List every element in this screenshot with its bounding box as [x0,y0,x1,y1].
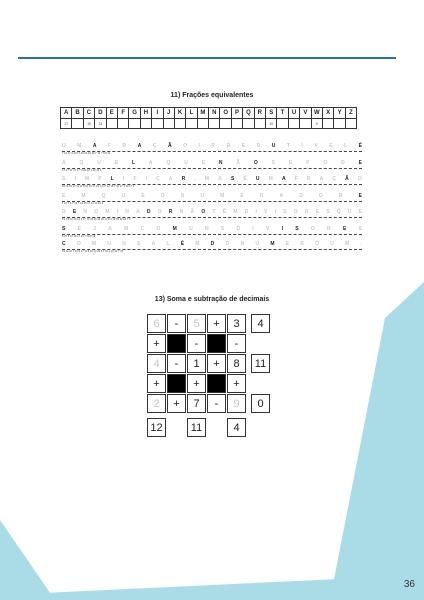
puzzle-letter[interactable]: N [122,241,126,247]
grid-cell[interactable]: + [147,334,166,353]
puzzle-letter[interactable]: A [92,143,97,149]
puzzle-letter[interactable]: E [315,209,319,215]
right-teal-shape [330,282,424,600]
column-result: 4 [227,418,246,437]
key-letter: T [277,108,288,119]
puzzle-letter[interactable]: I [116,209,119,215]
puzzle-letter[interactable]: S [62,176,66,182]
puzzle-letter[interactable]: I [255,209,257,215]
puzzle-letter[interactable]: L [131,160,136,166]
puzzle-line-codes: 24 11 15 17 11 11 8 10 19 17 10 14 17 12 16 7 16 17 4 10 17 3 [62,185,135,188]
key-number-cell[interactable] [288,119,299,129]
puzzle-letter[interactable]: D [256,143,261,149]
puzzle-letter[interactable]: É [358,143,362,149]
puzzle-letter[interactable]: I [252,226,254,232]
puzzle-letter[interactable]: O [201,209,206,215]
key-number-cell[interactable] [209,119,220,129]
puzzle-line-codes: 7 16 17 4 10 17 19 21 10 10 7 16 7 9 8 11 [62,152,111,155]
puzzle-letter[interactable]: E [72,209,77,215]
puzzle-line [62,209,362,223]
puzzle-letter[interactable]: O [94,209,99,215]
key-letter: X [322,108,333,119]
key-letter: R [254,108,265,119]
puzzle-letter[interactable]: M [204,176,210,182]
puzzle-letter[interactable]: E [240,193,244,199]
key-letter: Z [345,108,356,119]
puzzle-letter[interactable]: N [180,193,185,199]
puzzle-letter[interactable]: R [306,176,311,182]
puzzle-letter[interactable]: E [141,193,145,199]
puzzle-letter[interactable]: E [358,160,362,166]
grid-cell[interactable]: + [147,374,166,393]
puzzle-letter[interactable]: D [244,209,249,215]
puzzle-letter[interactable]: N [83,209,87,215]
puzzle-letter[interactable]: R [327,226,331,232]
puzzle-letter[interactable]: D [236,226,241,232]
puzzle-letter[interactable]: O [310,226,315,232]
puzzle-letter[interactable]: E [358,209,362,215]
puzzle-letter[interactable]: S [358,226,362,232]
puzzle-letter[interactable]: R [168,209,173,215]
puzzle-letter[interactable]: M [345,241,350,247]
puzzle-line [62,176,362,190]
puzzle-letter[interactable]: V [314,143,318,149]
grid-cell[interactable]: 4 [147,354,166,373]
puzzle-letter[interactable]: Q [101,193,106,199]
puzzle-letter[interactable]: . [194,176,196,182]
grid-cell[interactable] [207,334,226,353]
key-number-cell[interactable]: 14 [95,119,106,129]
puzzle-letter[interactable]: I [122,176,125,182]
puzzle-letter[interactable]: S [62,226,66,232]
key-number-cell[interactable] [277,119,288,129]
puzzle-letter[interactable]: T [212,209,216,215]
puzzle-letter[interactable]: E [342,226,347,232]
puzzle-letter[interactable]: R [300,241,304,247]
key-letter: N [209,108,220,119]
column-result: 11 [187,418,206,437]
puzzle-letter[interactable]: I [281,226,284,232]
grid-cell[interactable]: 8 [227,354,246,373]
puzzle-letter[interactable]: U [189,226,193,232]
puzzle-letter[interactable]: E [77,226,81,232]
grid-cell[interactable] [207,374,226,393]
puzzle-letter[interactable]: F [133,176,137,182]
key-letter: L [186,108,197,119]
grid-cell[interactable]: - [227,334,246,353]
puzzle-letter[interactable]: R [181,176,186,182]
puzzle-letter[interactable]: O [315,241,319,247]
puzzle-letter[interactable]: V [264,209,268,215]
grid-cell[interactable]: 7 [187,394,206,413]
puzzle-letter[interactable]: L [344,143,348,149]
key-number-cell[interactable] [220,119,231,129]
puzzle-letter[interactable]: M [105,209,110,215]
puzzle-letter[interactable]: V [266,226,270,232]
key-number-cell[interactable] [197,119,208,129]
puzzle-letter[interactable]: P [98,176,102,182]
grid-cell[interactable]: 2 [147,394,166,413]
puzzle-line-codes: 19 22 16 7 8 19 17 11 8 16 14 22 8 7 16 1 10 22 7 16 [62,250,124,253]
puzzle-letter[interactable]: Ç [332,176,337,182]
puzzle-letter[interactable]: R [211,143,216,149]
key-number-cell[interactable] [117,119,128,129]
key-letter: D [95,108,106,119]
puzzle-letter[interactable]: O [183,143,187,149]
puzzle-letter[interactable]: Ç [152,143,157,149]
puzzle-letter[interactable]: S [230,176,235,182]
puzzle-letter[interactable]: J [93,226,96,232]
puzzle-line [62,241,362,255]
puzzle-letter[interactable]: U [184,160,188,166]
row-result: 11 [251,354,270,373]
puzzle-letter[interactable]: A [137,143,142,149]
puzzle-letter[interactable]: Ê [222,209,227,215]
puzzle-line-letters [62,193,362,201]
puzzle-letter[interactable]: S [220,226,225,232]
puzzle-letter[interactable]: I [198,143,200,149]
puzzle-letter[interactable]: L [166,241,170,247]
key-letter: Q [243,108,254,119]
puzzle-letter[interactable]: S [295,226,299,232]
key-letter: F [117,108,128,119]
puzzle-line [62,143,362,157]
key-number-cell[interactable] [300,119,311,129]
puzzle-letter[interactable]: M [124,226,129,232]
grid-cell[interactable]: 9 [227,394,246,413]
key-number-cell[interactable] [322,119,333,129]
puzzle-letter[interactable]: F [107,143,112,149]
puzzle-letter[interactable]: M [91,241,97,247]
puzzle-letter[interactable]: N [125,209,129,215]
puzzle-letter[interactable]: M [172,226,177,232]
puzzle-letter[interactable]: M [195,241,200,247]
puzzle-letter[interactable]: O [318,193,323,199]
key-number-cell[interactable] [106,119,117,129]
puzzle-letter[interactable]: D [146,209,151,215]
key-number-cell[interactable]: 9 [311,119,322,129]
puzzle-letter[interactable]: A [62,160,66,166]
key-letter: O [220,108,231,119]
puzzle-line-codes: 17 1 7 11 17 1 7 9 22 16 1 22 24 1 [62,169,102,172]
puzzle-letter[interactable]: Ã [236,160,241,166]
puzzle-letter[interactable]: E [201,160,206,166]
key-letter: C [83,108,94,119]
alphabet-key [60,107,357,129]
puzzle-line-letters [62,226,362,234]
puzzle-letter[interactable]: E [241,143,246,149]
puzzle-letter[interactable]: R [259,193,264,199]
key-letter: U [288,108,299,119]
key-letter: W [311,108,322,119]
puzzle-letter[interactable]: Í [301,143,303,149]
puzzle-letter[interactable]: D [299,193,303,199]
puzzle-letter[interactable]: M [77,143,82,149]
key-number-cell[interactable] [254,119,265,129]
puzzle-letter[interactable]: A [281,176,286,182]
puzzle-letter[interactable]: Ú [255,241,260,247]
grid-cell[interactable]: 6 [147,314,166,333]
key-number-cell[interactable] [186,119,197,129]
key-letter: G [129,108,140,119]
key-letter: P [231,108,242,119]
puzzle-letter[interactable]: O [225,241,230,247]
key-number-cell[interactable] [140,119,151,129]
puzzle-letter[interactable]: N [179,209,184,215]
puzzle-letter[interactable]: R [304,209,309,215]
puzzle-letter[interactable]: R [338,193,343,199]
grid-cell[interactable]: 1 [187,354,206,373]
puzzle-letter[interactable]: É [180,241,185,247]
puzzle-letter[interactable]: O [253,160,258,166]
key-number-cell[interactable] [163,119,174,129]
puzzle-letter[interactable]: Q [166,160,171,166]
key-letter: V [300,108,311,119]
puzzle-letter[interactable]: E [288,160,293,166]
grid-cell[interactable] [167,374,186,393]
key-letter: B [72,108,83,119]
puzzle-letter[interactable]: M [270,241,275,247]
puzzle-letter[interactable]: T [286,143,290,149]
puzzle-letter[interactable]: Ã [190,209,195,215]
puzzle-line-letters [62,143,362,151]
key-number-cell[interactable] [174,119,185,129]
grid-cell[interactable]: - [167,354,186,373]
grid-cell[interactable]: 5 [187,314,206,333]
key-number-cell[interactable] [243,119,254,129]
puzzle-letter[interactable]: M [268,176,273,182]
grid-cell[interactable]: + [227,374,246,393]
puzzle-letter[interactable]: A [218,176,222,182]
key-letter: I [152,108,163,119]
puzzle-letter[interactable]: C [62,241,66,247]
puzzle-letter[interactable]: O [157,209,162,215]
puzzle-letter[interactable]: O [323,160,328,166]
puzzle-letter[interactable]: A [108,226,112,232]
key-number-cell[interactable] [345,119,356,129]
puzzle-letter[interactable]: S [137,241,141,247]
puzzle-letter[interactable]: U [255,176,260,182]
grid-cell[interactable]: - [207,394,226,413]
grid-cell[interactable]: + [207,354,226,373]
key-number-cell[interactable] [334,119,345,129]
puzzle-letter[interactable]: O [156,226,161,232]
key-letter: Y [334,108,345,119]
puzzle-letter[interactable]: M [233,209,238,215]
puzzle-letter[interactable]: A [319,176,324,182]
puzzle-line-letters [62,176,362,184]
key-number-cell[interactable] [231,119,242,129]
puzzle-letter[interactable]: F [294,176,298,182]
puzzle-letter[interactable]: U [271,143,276,149]
puzzle-letter[interactable]: M [81,193,86,199]
puzzle-letter[interactable]: I [274,209,276,215]
grid-cell[interactable]: + [187,374,206,393]
key-letter: J [163,108,174,119]
column-result: 12 [147,418,166,437]
puzzle-letter[interactable]: U [330,241,334,247]
key-letter: M [197,108,208,119]
puzzle-letter[interactable]: U [107,241,111,247]
puzzle-line-codes: 1 10 7 5 7 16 7 24 19 17 14 10 19 3 [62,202,104,205]
puzzle-letter[interactable]: L [110,176,114,182]
puzzle-letter[interactable]: A [136,209,140,215]
puzzle-letter[interactable]: U [97,160,101,166]
puzzle-letter[interactable]: E [114,160,119,166]
puzzle-line-letters [62,209,362,217]
section-13-title: 13) Soma e subtração de decimais [154,296,270,303]
key-number-cell[interactable]: 19 [83,119,94,129]
puzzle-line-codes: 8 20 3 10 15 17 24 7 20 8 19 [62,235,96,238]
puzzle-letter[interactable]: C [156,176,160,182]
key-letter: H [140,108,151,119]
puzzle-line-codes: 14 1 8 22 16 12 6 17 14 22 16 24 22 12 8 1 12 19 22 24 7 1 [62,218,131,221]
puzzle-letter[interactable]: D [341,160,345,166]
grid-cell[interactable]: 3 [227,314,246,333]
page-number: 36 [403,579,415,590]
puzzle-letter[interactable]: Q [79,160,84,166]
key-letter: S [266,108,277,119]
puzzle-letter[interactable]: A [279,193,284,199]
puzzle-letter[interactable]: Q [336,209,341,215]
key-letter: E [106,108,117,119]
bottom-teal-band [0,575,424,600]
puzzle-line-letters [62,160,362,168]
puzzle-letter[interactable]: U [62,143,66,149]
puzzle-letter[interactable]: R [226,143,231,149]
puzzle-letter[interactable]: U [200,193,205,199]
key-number-cell[interactable] [129,119,140,129]
puzzle-letter[interactable]: N [240,241,245,247]
grid-cell[interactable]: + [207,314,226,333]
puzzle-letter[interactable]: O [293,209,298,215]
puzzle-letter[interactable]: . [360,241,362,247]
puzzle-letter[interactable]: E [329,143,333,149]
section-11-title: 11) Frações equivalentes [170,92,254,99]
puzzle-letter[interactable]: O [357,176,362,182]
puzzle-letter[interactable]: C [140,226,145,232]
puzzle-letter[interactable]: U [347,209,352,215]
puzzle-letter[interactable]: O [76,241,81,247]
puzzle-letter[interactable]: A [151,241,156,247]
key-number-cell[interactable]: 17 [61,119,72,129]
puzzle-letter[interactable]: S [271,160,276,166]
puzzle-line-letters [62,241,362,249]
key-number-cell[interactable] [152,119,163,129]
puzzle-letter[interactable]: O [160,193,165,199]
puzzle-letter[interactable]: Ã [345,176,349,182]
puzzle-letter[interactable]: S [326,209,330,215]
puzzle-letter[interactable]: M [220,193,225,199]
puzzle-letter[interactable]: É [243,176,247,182]
puzzle-letter[interactable]: A [168,176,173,182]
key-letter: A [61,108,72,119]
puzzle-letter[interactable]: A [148,160,153,166]
puzzle-line [62,226,362,240]
puzzle-letter[interactable]: R [122,143,127,149]
puzzle-line [62,160,362,174]
grid-cell[interactable] [167,334,186,353]
puzzle-letter[interactable]: P [306,160,310,166]
puzzle-letter[interactable]: N [218,160,223,166]
grid-cell[interactable]: - [187,334,206,353]
grid-cell[interactable]: + [167,394,186,413]
puzzle-letter[interactable]: S [283,209,287,215]
puzzle-letter[interactable]: Ã [167,143,172,149]
row-result: 4 [251,314,270,333]
puzzle-letter[interactable]: N [204,226,209,232]
puzzle-letter[interactable]: I [74,176,76,182]
puzzle-letter[interactable]: U [121,193,126,199]
puzzle-letter[interactable]: M [84,176,90,182]
key-number-cell[interactable]: 10 [266,119,277,129]
key-letter: K [174,108,185,119]
puzzle-line [62,193,362,207]
row-result: 0 [251,394,270,413]
puzzle-letter[interactable]: E [62,193,66,199]
puzzle-letter[interactable]: E [285,241,290,247]
left-teal-shape [0,520,55,600]
puzzle-letter[interactable]: D [210,241,215,247]
puzzle-letter[interactable]: I [145,176,148,182]
puzzle-letter[interactable]: E [358,193,362,199]
grid-cell[interactable]: - [167,314,186,333]
puzzle-letter[interactable]: D [62,209,66,215]
key-number-cell[interactable] [72,119,83,129]
